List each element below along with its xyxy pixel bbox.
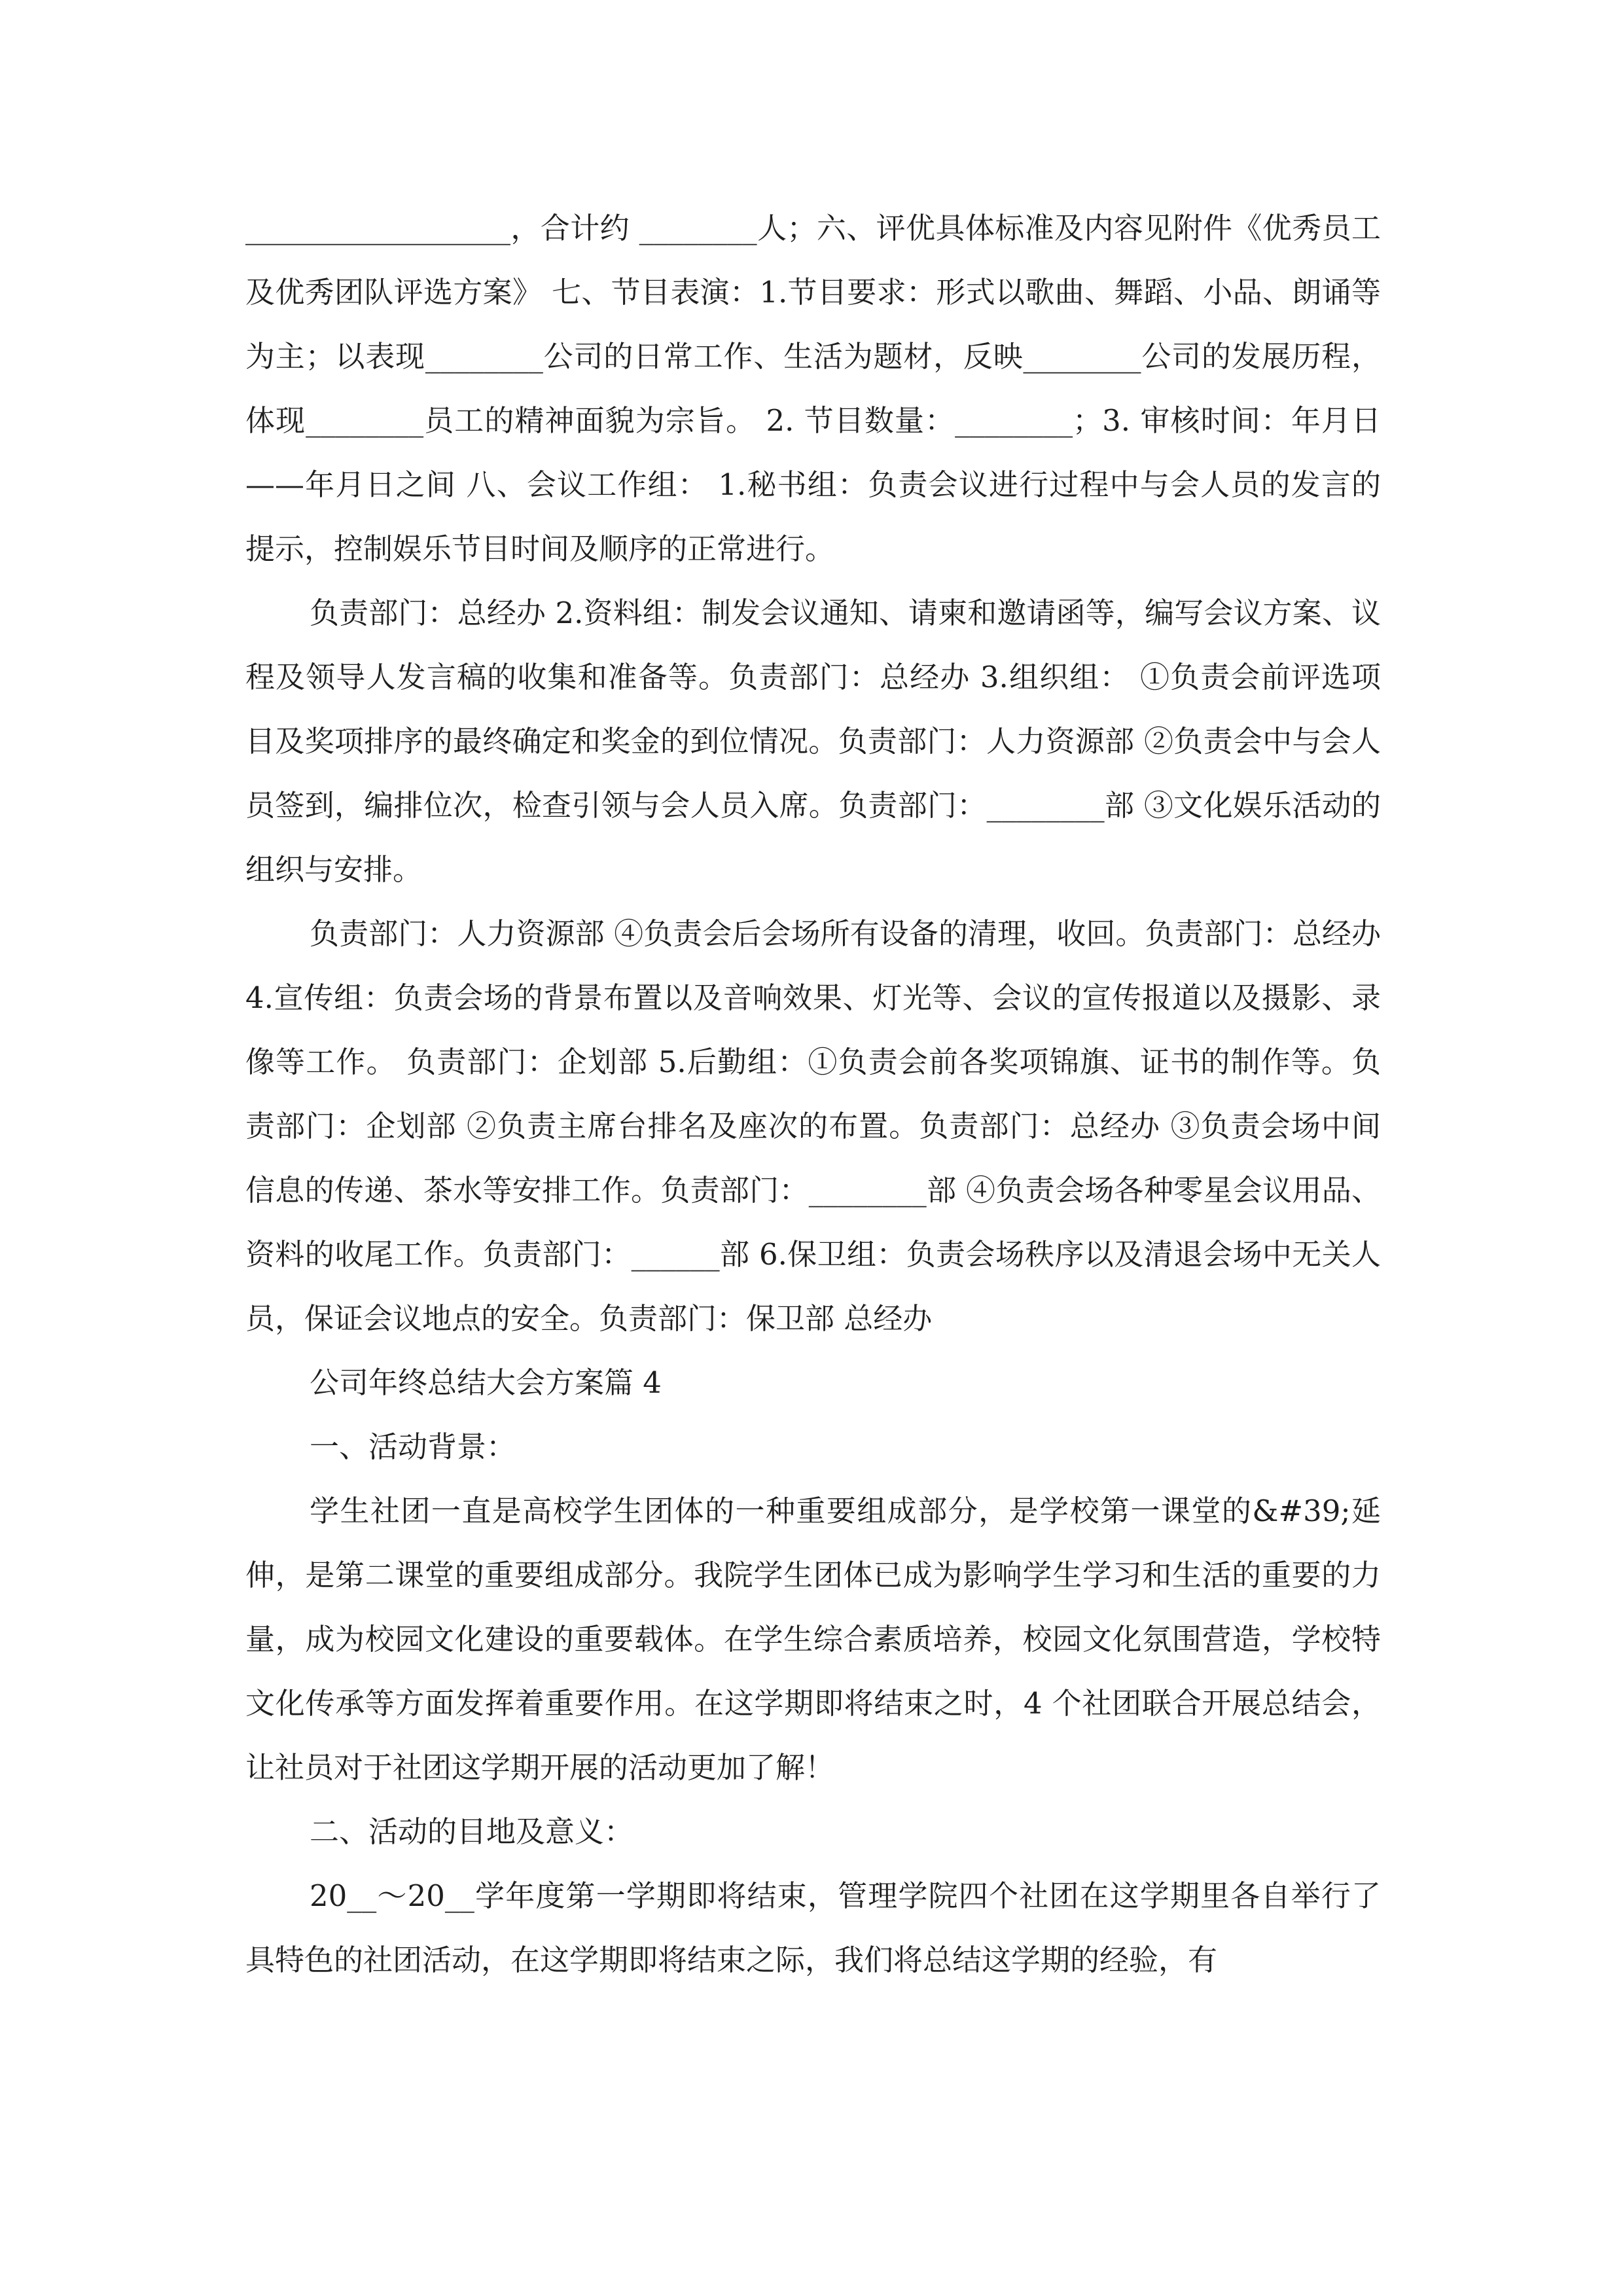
paragraph-awards-and-program: __________________，合计约 ________人；六、评优具体标准及内容见附件《优秀员工及优秀团队评选方案》 七、节目表演：1.节目要求：形式以歌曲、舞蹈、小品、朗诵等为主；以表现________公司的日常工作、生活为题材，反映________公司的发展历程，体现________员工的精神面貌为宗旨。 2. 节目数量：________；3. 审核时间：年月日——年月日之间 八、会议工作组： 1.秘书组：负责会议进行过程中与会人员的发言的提示，控制娱乐节目时间及顺序的正常进行。 [245, 211, 1381, 566]
paragraph-activity-background: 学生社团一直是高校学生团体的一种重要组成部分，是学校第一课堂的&#39;延伸，是第二课堂的重要组成部分。我院学生团体已成为影响学生学习和生活的重要的力量，成为校园文化建设的重要载体。在学生综合素质培养，校园文化氛围营造，学校特文化传承等方面发挥着重要作用。在这学期即将结束之时，4 个社团联合开展总结会，让社员对于社团这学期开展的活动更加了解！ [245, 1494, 1381, 1785]
paragraph-activity-purpose: 20__～20__学年度第一学期即将结束，管理学院四个社团在这学期里各自举行了具特色的社团活动，在这学期即将结束之际，我们将总结这学期的经验，有 [245, 1878, 1381, 1977]
document-body [245, 196, 1381, 1992]
paragraph-logistics-groups: 负责部门：人力资源部 ④负责会后会场所有设备的清理，收回。负责部门：总经办 4.宣传组：负责会场的背景布置以及音响效果、灯光等、会议的宣传报道以及摄影、录像等工作。 负责部门：企划部 5.后勤组：①负责会前各奖项锦旗、证书的制作等。负责部门：企划部 ②负责主席台排名及座次的布置。负责部门：总经办 ③负责会场中间信息的传递、茶水等安排工作。负责部门：________部 ④负责会场各种零星会议用品、资料的收尾工作。负责部门：______部 6.保卫组：负责会场秩序以及清退会场中无关人员，保证会议地点的安全。负责部门：保卫部 总经办 [245, 916, 1381, 1336]
section-title: 公司年终总结大会方案篇 4 [310, 1365, 662, 1400]
heading-activity-background: 一、活动背景： [310, 1429, 516, 1464]
paragraph-working-groups: 负责部门：总经办 2.资料组：制发会议通知、请柬和邀请函等，编写会议方案、议程及领导人发言稿的收集和准备等。负责部门：总经办 3.组织组： ①负责会前评选项目及奖项排序的最终确定和奖金的到位情况。负责部门：人力资源部 ②负责会中与会人员签到，编排位次，检查引领与会人员入席。负责部门：________部 ③文化娱乐活动的组织与安排。 [245, 596, 1381, 887]
heading-activity-purpose: 二、活动的目地及意义： [310, 1814, 634, 1849]
